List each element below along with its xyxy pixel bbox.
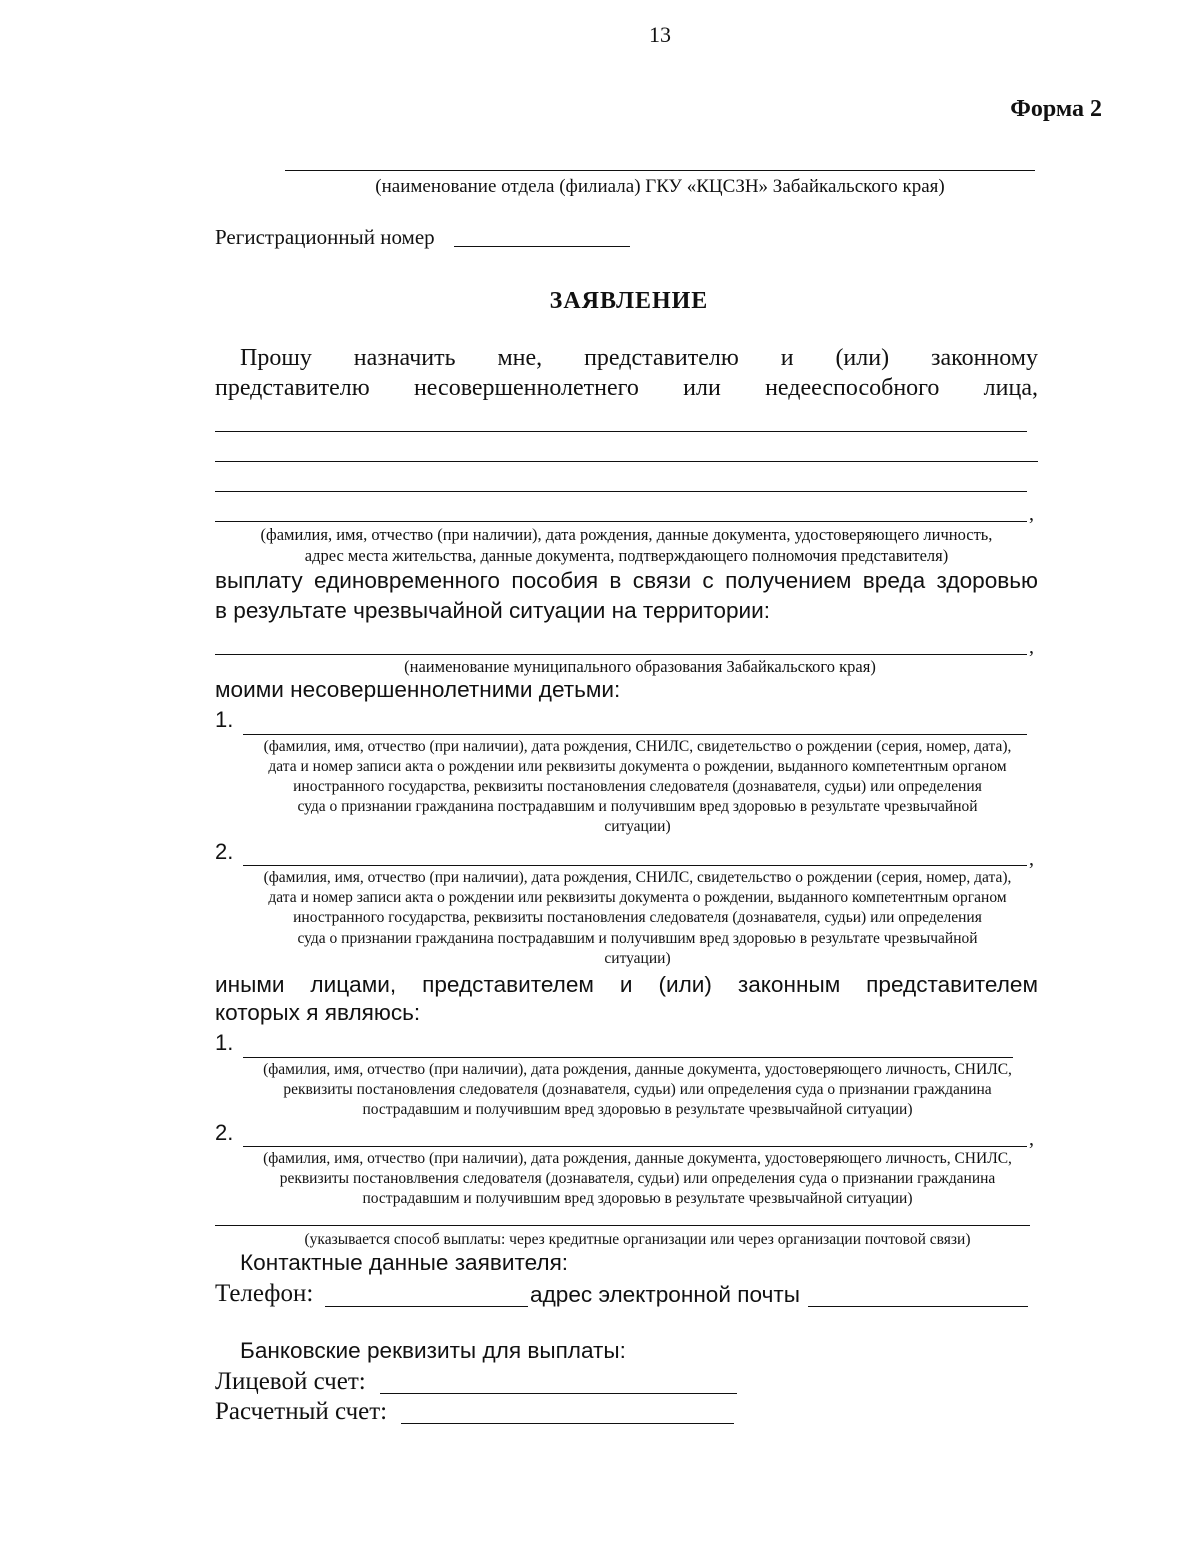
child-2-caption-line-2: дата и номер записи акта о рождении или реквизиты документа о рождении, выданного компетентным органом [268,889,1007,906]
children-heading: моими несовершеннолетними детьми: [215,677,621,702]
settlement-account-label: Расчетный счет: [215,1398,388,1425]
other-2-caption-line-2: реквизиты постановлвения следователя (дознавателя, судьи) или определения суда о признании гражданина [279,1170,996,1187]
other-2-caption-line-1: (фамилия, имя, отчество (при наличии), дата рождения, данные документа, удостоверяющего личность, СНИЛС, [263,1150,1012,1167]
municipality-caption: (наименование муниципального образования Забайкальского края) [404,657,876,676]
others-line-1: иными лицами, представителем и (или) законным представителем [215,972,1038,997]
personal-account-label: Лицевой счет: [215,1368,366,1395]
department-caption: (наименование отдела (филиала) ГКУ «КЦСЗН» Забайкальского края) [375,176,945,197]
applicant-field-line-4[interactable] [215,521,1027,522]
child-1-caption-line-3: иностранного государства, реквизиты постановления следователя (дознавателя, судьи) или определения [293,778,982,795]
child-2-caption-line-4: суда о признании гражданина пострадавшим и получившим вред здоровью в результате чрезвычайной [297,930,978,947]
child-2-number: 2. [215,839,234,864]
intro-line-1: Прошу назначить мне, представителю и (или) законному [240,345,1038,371]
other-1-caption-line-3: пострадавшим и получившим вред здоровью в результате чрезвычайной ситуации) [362,1101,913,1118]
reg-number-label: Регистрационный номер [215,225,435,249]
comma: , [1029,1128,1034,1150]
child-1-field[interactable] [243,734,1027,735]
other-1-field[interactable] [243,1057,1013,1058]
department-field[interactable] [285,170,1035,171]
phone-label: Телефон: [215,1280,314,1307]
municipality-field[interactable] [215,654,1027,655]
intro-line-2: представителю несовершеннолетнего или недееспособного лица, [215,375,1038,401]
email-field[interactable] [808,1306,1028,1307]
personal-account-field[interactable] [380,1393,737,1394]
email-label: адрес электронной почты [530,1282,800,1307]
child-2-caption-line-5: ситуации) [604,950,671,967]
child-2-field[interactable] [243,865,1027,866]
comma: , [1029,636,1034,658]
payment-method-field[interactable] [215,1225,1030,1226]
other-1-number: 1. [215,1030,234,1055]
contacts-heading: Контактные данные заявителя: [240,1250,569,1275]
applicant-field-line-2[interactable] [215,461,1038,462]
applicant-caption-line-1: (фамилия, имя, отчество (при наличии), дата рождения, данные документа, удостоверяющего личность, [260,525,993,544]
phone-field[interactable] [325,1306,528,1307]
other-1-caption-line-1: (фамилия, имя, отчество (при наличии), дата рождения, данные документа, удостоверяющего личность, СНИЛС, [263,1061,1012,1078]
child-1-caption-line-4: суда о признании гражданина пострадавшим и получившим вред здоровью в результате чрезвычайной [297,798,978,815]
other-2-field[interactable] [243,1146,1027,1147]
payment-line-2: в результате чрезвычайной ситуации на территории: [215,598,771,623]
comma: , [1029,848,1034,870]
bank-heading: Банковские реквизиты для выплаты: [240,1338,626,1363]
payment-line-1: выплату единовременного пособия в связи с получением вреда здоровью [215,568,1038,593]
payment-method-caption: (указывается способ выплаты: через кредитные организации или через организации почтовой связи) [304,1231,971,1248]
other-2-number: 2. [215,1120,234,1145]
reg-number-field[interactable] [454,246,630,247]
others-line-2: которых я являюсь: [215,1000,421,1025]
applicant-caption-line-2: адрес места жительства, данные документа, подтверждающего полномочия представителя) [304,546,949,565]
page-number: 13 [649,22,671,47]
comma: , [1029,503,1034,525]
settlement-account-field[interactable] [401,1423,734,1424]
document-title: ЗАЯВЛЕНИЕ [549,288,709,314]
child-2-caption-line-1: (фамилия, имя, отчество (при наличии), дата рождения, СНИЛС, свидетельство о рождении (серия, номер, дата), [263,869,1012,886]
child-1-caption-line-1: (фамилия, имя, отчество (при наличии), дата рождения, СНИЛС, свидетельство о рождении (серия, номер, дата), [263,738,1012,755]
other-1-caption-line-2: реквизиты постановления следователя (дознавателя, судьи) или определения суда о признании гражданина [283,1081,992,1098]
child-2-caption-line-3: иностранного государства, реквизиты постановления следователя (дознавателя, судьи) или определения [293,909,982,926]
applicant-field-line-1[interactable] [215,431,1027,432]
other-2-caption-line-3: пострадавшим и получившим вред здоровью в результате чрезвычайной ситуации) [362,1190,913,1207]
child-1-caption-line-5: ситуации) [604,818,671,835]
applicant-field-line-3[interactable] [215,491,1027,492]
child-1-caption-line-2: дата и номер записи акта о рождении или реквизиты документа о рождении, выданного компетентным органом [268,758,1007,775]
child-1-number: 1. [215,707,234,732]
form-label: Форма 2 [1010,96,1102,122]
